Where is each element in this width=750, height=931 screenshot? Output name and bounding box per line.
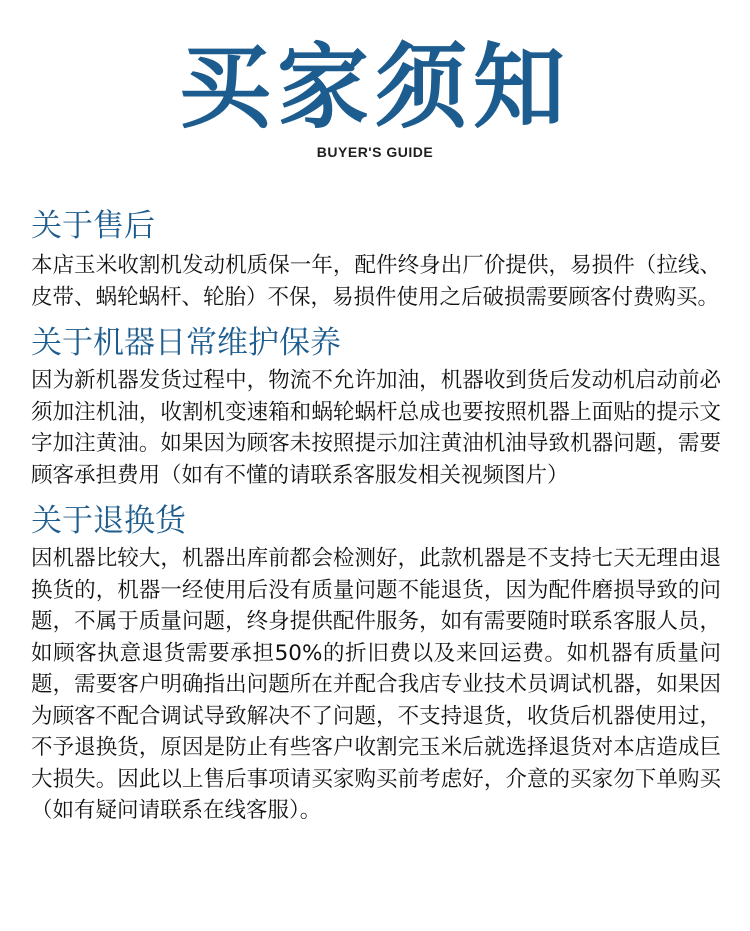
section-title-maintenance: 关于机器日常维护保养 bbox=[31, 325, 341, 361]
section-returns bbox=[31, 501, 721, 827]
section-body-returns: 因机器比较大，机器出库前都会检测好，此款机器是不支持七天无理由退换货的，机器一经使用后没有质量问题不能退货，因为配件磨损导致的问题，不属于质量问题，终身提供配件服务，如有需要随时联系客服人员，如顾客执意退货需要承担50%的折旧费以及来回运费。如机器有质量问题，需要客户明确指出问题所在并配合我店专业技术员调试机器，如果因为顾客不配合调试导致解决不了问题，不支持退货，收货后机器使用过，不予退换货，原因是防止有些客户收割完玉米后就选择退货对本店造成巨大损失。因此以上售后事项请买家购买前考虑好，介意的买家勿下单购买（如有疑问请联系在线客服）。 bbox=[31, 546, 721, 823]
guide-content bbox=[31, 206, 721, 837]
page-subtitle: BUYER'S GUIDE bbox=[316, 144, 434, 160]
section-maintenance bbox=[31, 323, 721, 491]
section-after-sales bbox=[31, 206, 721, 313]
page-header bbox=[0, 0, 750, 200]
section-title-after-sales: 关于售后 bbox=[31, 208, 155, 244]
section-body-maintenance: 因为新机器发货过程中，物流不允许加油，机器收到货后发动机启动前必须加注机油，收割机变速箱和蜗轮蜗杆总成也要按照机器上面贴的提示文字加注黄油。如果因为顾客未按照提示加注黄油机油导致机器问题，需要顾客承担费用（如有不懂的请联系客服发相关视频图片） bbox=[31, 368, 721, 488]
section-title-returns: 关于退换货 bbox=[31, 503, 186, 539]
section-body-after-sales: 本店玉米收割机发动机质保一年，配件终身出厂价提供，易损件（拉线、皮带、蜗轮蜗杆、轮胎）不保，易损件使用之后破损需要顾客付费购买。 bbox=[31, 253, 721, 310]
page-title: 买家须知 bbox=[178, 34, 571, 141]
